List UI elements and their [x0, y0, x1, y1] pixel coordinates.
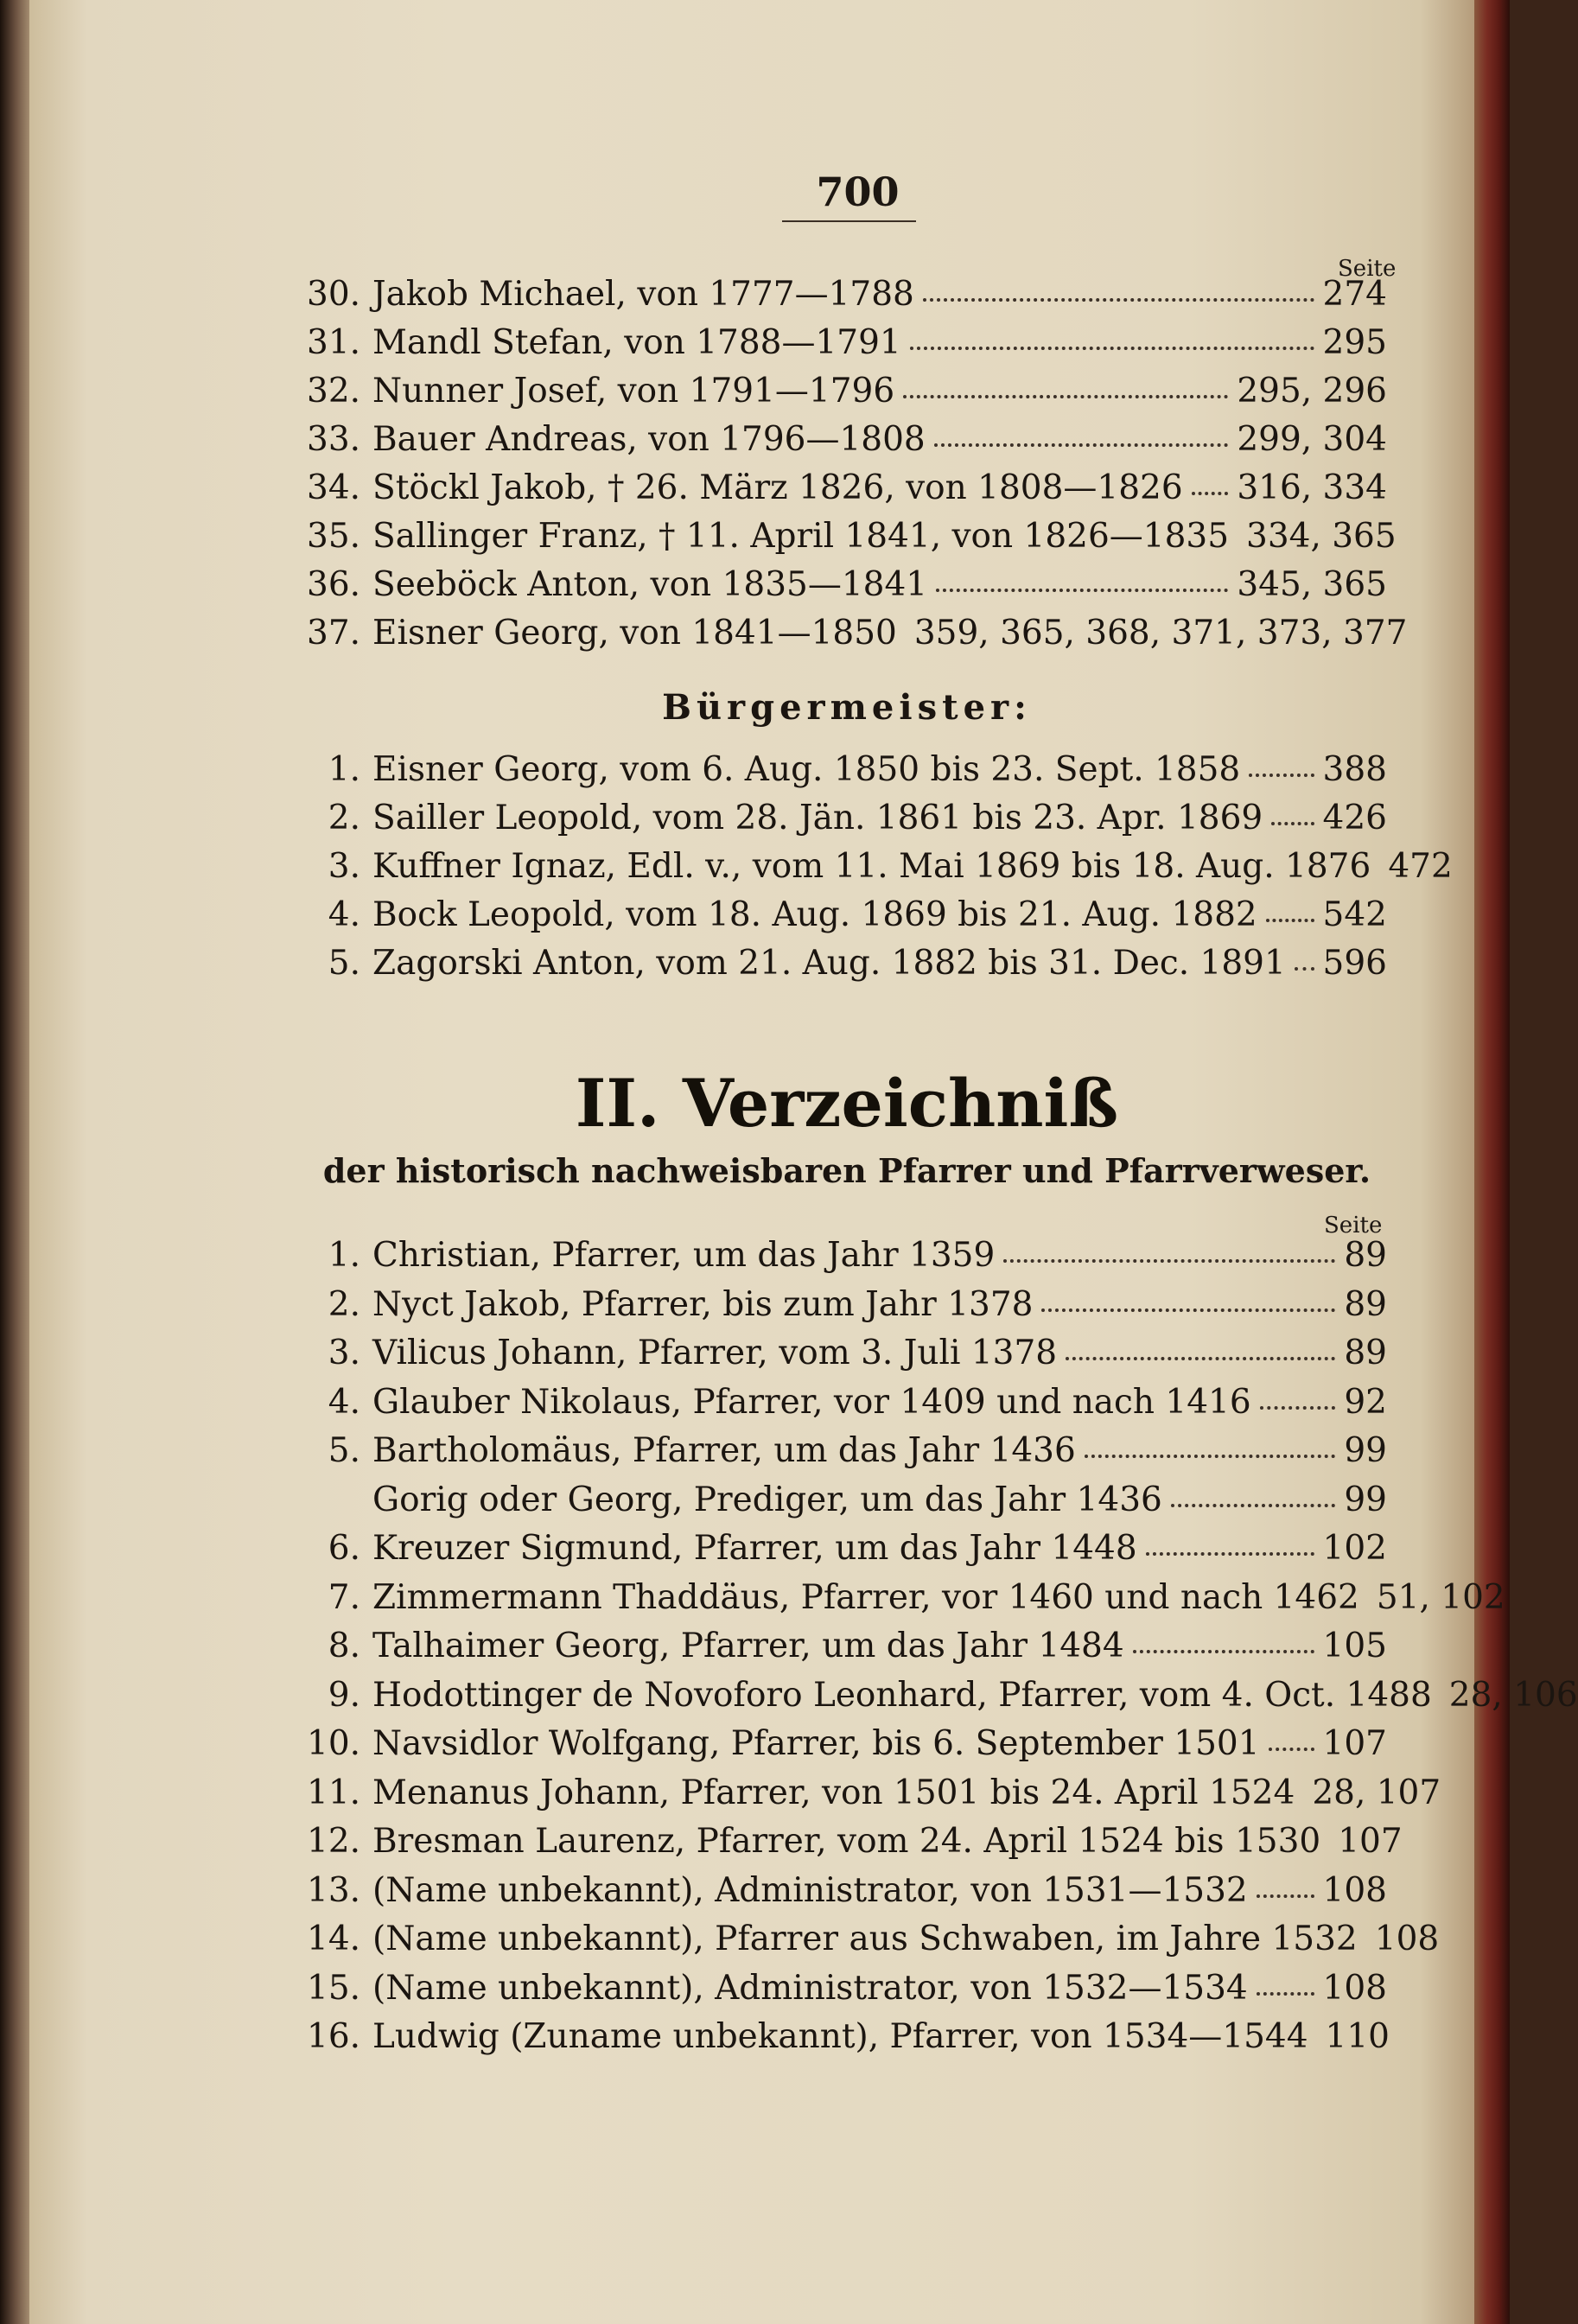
dot-leader — [1266, 902, 1314, 923]
entry-text: Sallinger Franz, † 11. April 1841, von 1826—1835 — [372, 517, 1230, 556]
entry-page-ref: 102 — [1322, 1529, 1387, 1568]
entry-number: 5. — [328, 944, 360, 983]
entry-text: Bartholomäus, Pfarrer, um das Jahr 1436 — [372, 1431, 1076, 1470]
entry-page-ref: 299, 304 — [1237, 420, 1387, 459]
entry-number: 36. — [307, 565, 361, 604]
entry-number: 34. — [307, 468, 361, 507]
entry-page-ref: 274 — [1322, 275, 1387, 314]
entry-text: Jakob Michael, von 1777—1788 — [372, 275, 914, 314]
page-number-rule — [782, 220, 916, 222]
entry-number: 32. — [307, 372, 361, 411]
entry-page-ref: 316, 334 — [1237, 468, 1387, 507]
administrator-row — [307, 517, 1397, 560]
entry-page-ref: 426 — [1322, 799, 1387, 837]
pastor-row — [307, 1529, 1387, 1572]
mayor-row — [307, 750, 1387, 793]
entry-text: Eisner Georg, vom 6. Aug. 1850 bis 23. Sept. 1858 — [372, 750, 1241, 789]
entry-text: Zagorski Anton, vom 21. Aug. 1882 bis 31. Dec. 1891 — [372, 944, 1286, 983]
entry-number: 12. — [307, 1822, 361, 1861]
entry-number: 16. — [307, 2017, 361, 2056]
entry-number: 13. — [307, 1870, 361, 1910]
entry-text: Stöckl Jakob, † 26. März 1826, von 1808—1826 — [372, 468, 1183, 507]
entry-page-ref: 542 — [1322, 895, 1387, 934]
entry-number: 35. — [307, 517, 361, 556]
dot-leader — [1171, 1487, 1336, 1507]
pastor-row — [307, 1285, 1387, 1328]
pastor-row — [307, 1480, 1387, 1524]
entry-number: 11. — [307, 1773, 361, 1812]
entry-page-ref: 89 — [1344, 1334, 1387, 1372]
pastor-row — [307, 1577, 1505, 1621]
entry-text: Ludwig (Zuname unbekannt), Pfarrer, von 1534—1544 — [372, 2017, 1308, 2056]
entry-page-ref: 472 — [1388, 847, 1453, 886]
entry-text: Mandl Stefan, von 1788—1791 — [372, 323, 901, 362]
entry-text: Nunner Josef, von 1791—1796 — [372, 372, 895, 411]
entry-number: 6. — [328, 1529, 360, 1568]
entry-number: 3. — [328, 847, 360, 886]
dot-leader — [1249, 757, 1314, 778]
entry-page-ref: 28, 107 — [1312, 1773, 1441, 1812]
entry-text: Bock Leopold, vom 18. Aug. 1869 bis 21. Aug. 1882 — [372, 895, 1257, 934]
seite-label-top: Seite — [1338, 256, 1397, 282]
entry-page-ref: 92 — [1344, 1382, 1387, 1422]
pastor-row — [307, 1675, 1578, 1719]
pastor-row — [307, 1773, 1441, 1817]
entry-page-ref: 359, 365, 368, 371, 373, 377 — [913, 614, 1408, 653]
dot-leader — [1257, 1877, 1314, 1898]
dot-leader — [1269, 1731, 1314, 1752]
entry-page-ref: 345, 365 — [1237, 565, 1387, 604]
pastor-row — [307, 1627, 1387, 1670]
seite-label-bottom: Seite — [1324, 1213, 1383, 1238]
entry-page-ref: 108 — [1374, 1920, 1440, 1958]
entry-number: 10. — [307, 1724, 361, 1763]
entry-text: Zimmermann Thaddäus, Pfarrer, vor 1460 und nach 1462 — [372, 1577, 1359, 1617]
section-subtitle: der historisch nachweisbaren Pfarrer und Pfarrverweser. — [322, 1151, 1371, 1190]
entry-text: Nyct Jakob, Pfarrer, bis zum Jahr 1378 — [372, 1284, 1034, 1324]
entry-text: Christian, Pfarrer, um das Jahr 1359 — [372, 1236, 996, 1275]
pastor-row — [307, 1431, 1387, 1474]
entry-page-ref: 295, 296 — [1237, 372, 1387, 411]
dot-leader — [1003, 1243, 1335, 1264]
dot-leader — [1066, 1340, 1335, 1361]
entry-page-ref: 110 — [1325, 2017, 1390, 2056]
administrator-row — [307, 565, 1387, 608]
entry-page-ref: 105 — [1322, 1627, 1387, 1665]
entry-number: 4. — [328, 1382, 360, 1422]
entry-text: Glauber Nikolaus, Pfarrer, vor 1409 und nach 1416 — [372, 1382, 1251, 1422]
dot-leader — [1260, 1389, 1336, 1410]
entry-text: (Name unbekannt), Administrator, von 1532—1534 — [372, 1968, 1248, 2008]
entry-text: Seeböck Anton, von 1835—1841 — [372, 565, 928, 604]
dot-leader — [936, 572, 1228, 593]
entry-text: Hodottinger de Novoforo Leonhard, Pfarrer, vom 4. Oct. 1488 — [372, 1675, 1432, 1715]
entry-text: Gorig oder Georg, Prediger, um das Jahr 1436 — [372, 1480, 1162, 1519]
mayors-heading: Bürgermeister: — [662, 687, 1032, 728]
dot-leader — [1085, 1438, 1336, 1459]
entry-number: 5. — [328, 1431, 360, 1470]
administrator-row — [307, 420, 1387, 463]
entry-page-ref: 99 — [1344, 1480, 1387, 1519]
entry-number: 30. — [307, 275, 361, 314]
dot-leader — [923, 282, 1314, 302]
entry-page-ref: 108 — [1322, 1968, 1387, 2008]
mayor-row — [307, 895, 1387, 939]
dot-leader — [1041, 1291, 1335, 1312]
entry-number: 1. — [328, 1236, 360, 1275]
dot-leader — [1295, 951, 1314, 971]
entry-page-ref: 107 — [1338, 1822, 1403, 1861]
entry-page-ref: 51, 102 — [1376, 1577, 1505, 1617]
dot-leader — [1146, 1536, 1314, 1557]
entry-number: 9. — [328, 1675, 360, 1715]
entry-number: 8. — [328, 1627, 360, 1665]
page-number: 700 — [816, 169, 900, 215]
entry-number: 1. — [328, 750, 360, 789]
entry-page-ref: 108 — [1322, 1870, 1387, 1910]
section-title: II. Verzeichniß — [575, 1065, 1119, 1142]
entry-number: 3. — [328, 1334, 360, 1372]
entry-text: Bresman Laurenz, Pfarrer, vom 24. April 1524 bis 1530 — [372, 1822, 1321, 1861]
entry-number: 7. — [328, 1577, 360, 1617]
pastor-row — [307, 1969, 1387, 2012]
entry-number: 31. — [307, 323, 361, 362]
administrator-row — [307, 323, 1387, 366]
administrator-row — [307, 614, 1408, 657]
entry-number: 33. — [307, 420, 361, 459]
administrator-row — [307, 275, 1387, 318]
entry-text: (Name unbekannt), Administrator, von 1531—1532 — [372, 1870, 1248, 1910]
mayor-row — [307, 944, 1387, 987]
entry-page-ref: 89 — [1344, 1284, 1387, 1324]
entry-page-ref: 596 — [1322, 944, 1387, 983]
entry-text: Talhaimer Georg, Pfarrer, um das Jahr 1484 — [372, 1627, 1124, 1665]
entry-page-ref: 334, 365 — [1246, 517, 1397, 556]
entry-number: 14. — [307, 1920, 361, 1958]
dot-leader — [910, 330, 1314, 351]
entry-text: Bauer Andreas, von 1796—1808 — [372, 420, 926, 459]
entry-text: Sailler Leopold, vom 28. Jän. 1861 bis 23. Apr. 1869 — [372, 799, 1263, 837]
administrator-row — [307, 468, 1387, 512]
entry-text: Kreuzer Sigmund, Pfarrer, um das Jahr 1448 — [372, 1529, 1137, 1568]
entry-number: 37. — [307, 614, 361, 653]
entry-text: Navsidlor Wolfgang, Pfarrer, bis 6. September 1501 — [372, 1724, 1260, 1763]
pastor-row — [307, 1920, 1440, 1963]
dot-leader — [903, 379, 1228, 399]
pastor-row — [307, 1236, 1387, 1279]
pastor-row — [307, 1871, 1387, 1914]
dot-leader — [934, 427, 1229, 448]
pastor-row — [307, 1334, 1387, 1377]
entry-number: 2. — [328, 1284, 360, 1324]
entry-text: Menanus Johann, Pfarrer, von 1501 bis 24. April 1524 — [372, 1773, 1295, 1812]
book-cover-edge — [1474, 0, 1510, 2324]
pastor-row — [307, 2017, 1390, 2060]
pastor-row — [307, 1822, 1403, 1865]
dot-leader — [1271, 805, 1314, 826]
entry-page-ref: 295 — [1322, 323, 1387, 362]
entry-page-ref: 28, 106 — [1448, 1675, 1578, 1715]
dot-leader — [1192, 475, 1229, 496]
mayor-row — [307, 847, 1453, 890]
entry-text: (Name unbekannt), Pfarrer aus Schwaben, im Jahre 1532 — [372, 1920, 1358, 1958]
entry-page-ref: 99 — [1344, 1431, 1387, 1470]
entry-page-ref: 89 — [1344, 1236, 1387, 1275]
pastor-row — [307, 1383, 1387, 1426]
pastor-row — [307, 1724, 1387, 1767]
dot-leader — [1257, 1975, 1314, 1996]
entry-number: 2. — [328, 799, 360, 837]
entry-text: Kuffner Ignaz, Edl. v., vom 11. Mai 1869 bis 18. Aug. 1876 — [372, 847, 1371, 886]
entry-number: 15. — [307, 1968, 361, 2008]
mayor-row — [307, 799, 1387, 842]
entry-number: 4. — [328, 895, 360, 934]
dot-leader — [1133, 1633, 1314, 1654]
entry-text: Vilicus Johann, Pfarrer, vom 3. Juli 1378 — [372, 1334, 1058, 1372]
administrator-row — [307, 372, 1387, 415]
entry-page-ref: 388 — [1322, 750, 1387, 789]
entry-page-ref: 107 — [1322, 1724, 1387, 1763]
entry-text: Eisner Georg, von 1841—1850 — [372, 614, 897, 653]
